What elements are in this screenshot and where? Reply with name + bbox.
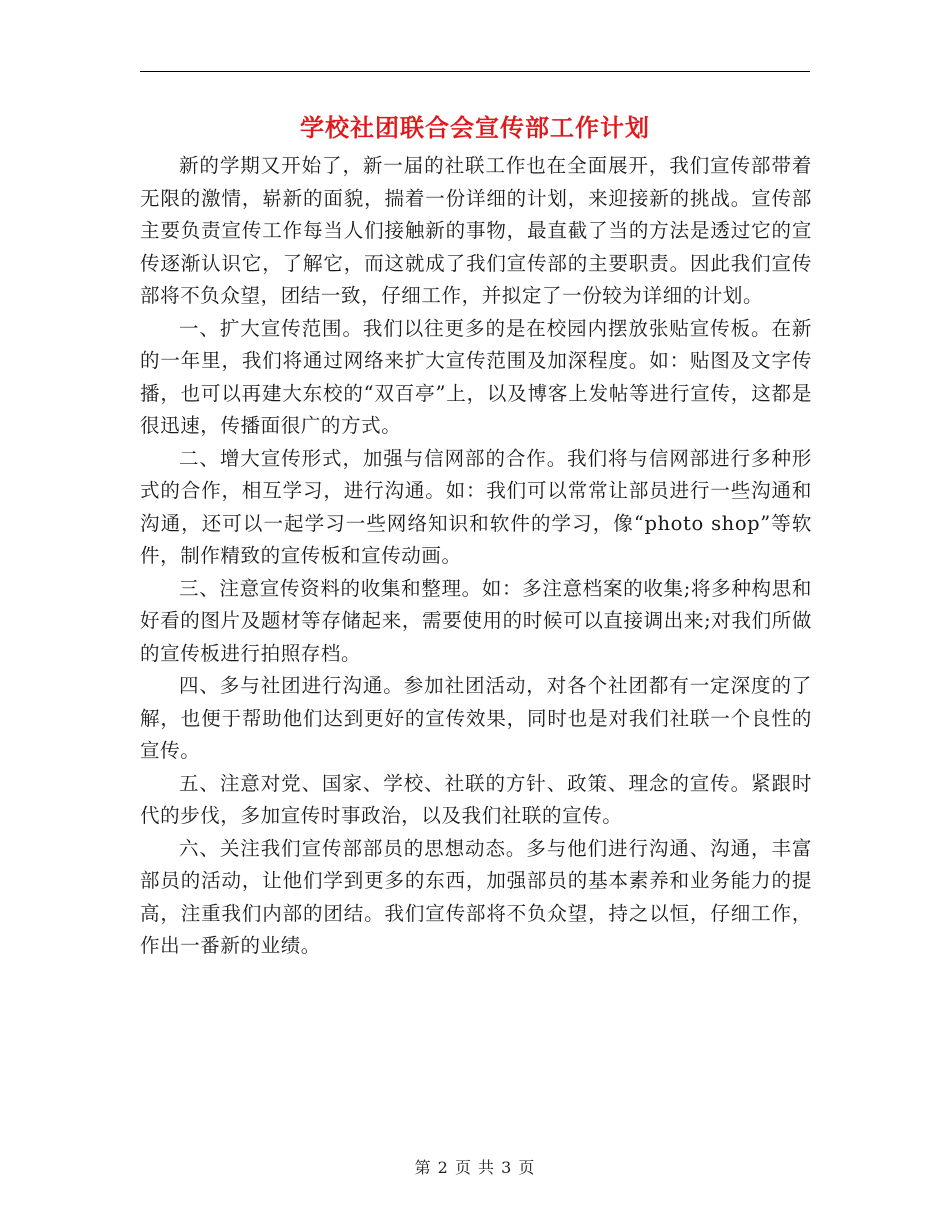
document-title: 学校社团联合会宣传部工作计划 (300, 114, 650, 142)
page-number: 第 2 页 共 3 页 (414, 1158, 536, 1177)
paragraph-3: 三、注意宣传资料的收集和整理。如：多注意档案的收集;将多种构思和好看的图片及题材等存储起来，需要使用的时候可以直接调出来;对我们所做的宣传板进行拍照存档。 (140, 576, 812, 665)
paragraph-2: 二、增大宣传形式，加强与信网部的合作。我们将与信网部进行多种形式的合作，相互学习，进行沟通。如：我们可以常常让部员进行一些沟通和沟通，还可以一起学习一些网络知识和软件的学习，像“photo shop”等软件，制作精致的宣传板和宣传动画。 (140, 446, 812, 567)
paragraph-intro: 新的学期又开始了，新一届的社联工作也在全面展开，我们宣传部带着无限的激情，崭新的面貌，揣着一份详细的计划，来迎接新的挑战。宣传部主要负责宣传工作每当人们接触新的事物，最直截了当的方法是透过它的宣传逐渐认识它，了解它，而这就成了我们宣传部的主要职责。因此我们宣传部将不负众望，团结一致，仔细工作，并拟定了一份较为详细的计划。 (140, 154, 812, 307)
header-rule (140, 71, 810, 72)
document-body (140, 150, 812, 963)
paragraph-4: 四、多与社团进行沟通。参加社团活动，对各个社团都有一定深度的了解，也便于帮助他们达到更好的宣传效果，同时也是对我们社联一个良性的宣传。 (140, 674, 812, 762)
paragraph-1: 一、扩大宣传范围。我们以往更多的是在校园内摆放张贴宣传板。在新的一年里，我们将通过网络来扩大宣传范围及加深程度。如：贴图及文字传播，也可以再建大东校的“双百亭”上，以及博客上发帖等进行宣传，这都是很迅速，传播面很广的方式。 (140, 316, 812, 437)
paragraph-5: 五、注意对党、国家、学校、社联的方针、政策、理念的宣传。紧跟时代的步伐，多加宣传时事政治，以及我们社联的宣传。 (140, 771, 812, 827)
paragraph-6: 六、关注我们宣传部部员的思想动态。多与他们进行沟通、沟通，丰富部员的活动，让他们学到更多的东西，加强部员的基本素养和业务能力的提高，注重我们内部的团结。我们宣传部将不负众望，持之以恒，仔细工作，作出一番新的业绩。 (140, 836, 812, 957)
